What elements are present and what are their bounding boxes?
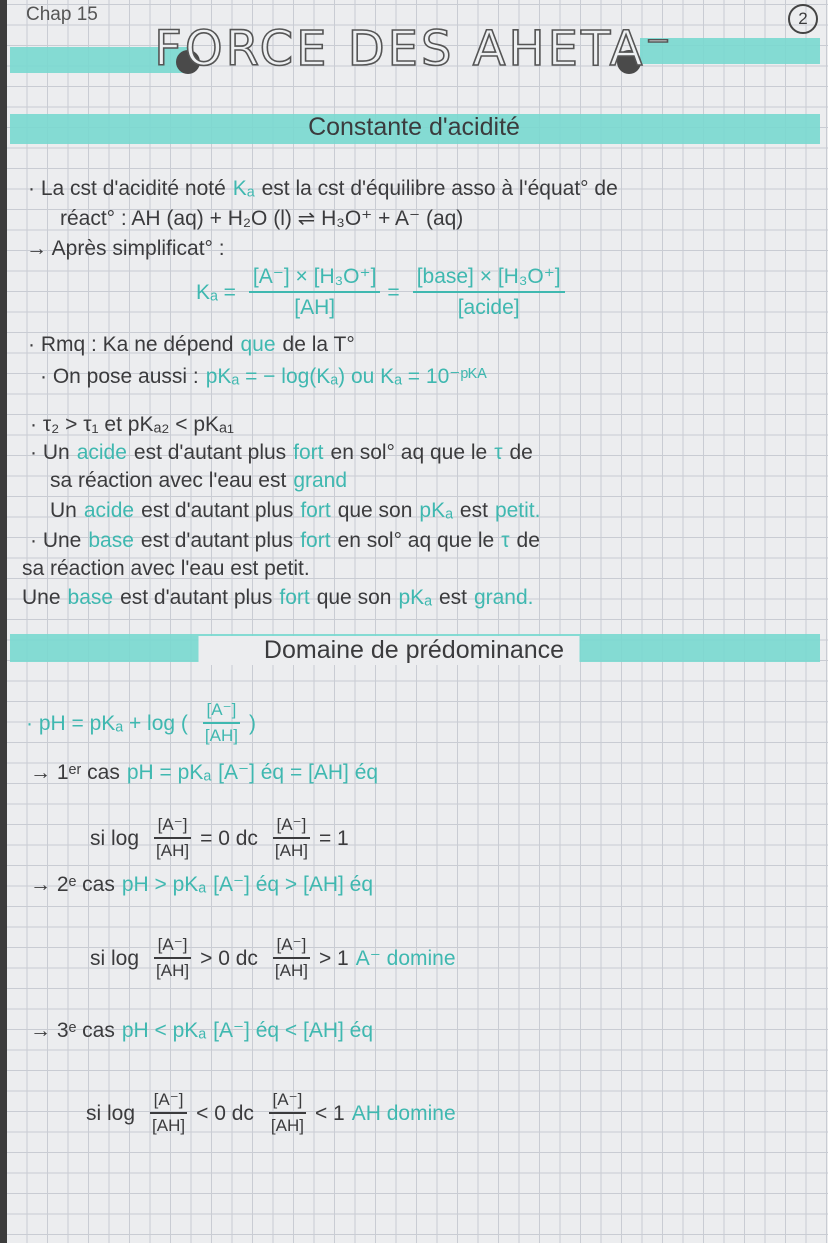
note-text: si log [90,826,140,850]
note-text: sa réaction avec l'eau est [50,469,287,492]
highlighted-text: fort [300,529,331,552]
note-text: → Après simplificat° : [26,237,225,260]
highlighted-text: base [67,586,114,609]
note-line [86,1090,463,1137]
highlighted-text: pH = pKₐ [126,761,212,784]
note-line [22,585,541,610]
highlighted-text: A⁻ domine [355,946,456,970]
note-line [30,528,547,553]
note-text: est d'autant plus [133,441,287,464]
note-line [40,364,494,389]
highlighted-text: fort [279,586,310,609]
denominator: [AH] [274,841,308,861]
fraction [413,264,565,320]
highlighted-text: = [387,280,400,304]
highlighted-text: pH < pKₐ [121,1019,207,1042]
chapter-label: Chap 15 [26,4,98,25]
highlighted-text: pH > pKₐ [121,873,207,896]
note-text: sa réaction avec l'eau est petit. [22,557,310,580]
note-line [60,206,470,231]
page-number: 2 [788,4,818,34]
highlighted-text: petit. [494,499,541,522]
note-line [50,498,547,523]
numerator: [A⁻] [273,935,311,959]
numerator: [A⁻] [203,700,241,724]
note-text: > 1 [318,946,349,970]
note-text: Une [22,586,61,609]
note-text: · Une [30,529,82,552]
note-text: est [459,499,488,522]
fraction [201,700,242,747]
note-line [30,412,241,437]
fraction [271,935,312,982]
highlighted-text: τ [501,529,510,552]
highlighted-text: AH domine [351,1101,456,1125]
note-text: → 2ᵉ cas [30,873,115,896]
denominator: [AH] [156,841,190,861]
fraction [148,1090,189,1137]
numerator: [A⁻] [273,815,311,839]
fraction [249,264,381,320]
denominator: [acide] [457,296,520,320]
numerator: [A⁻] [150,1090,188,1114]
highlighted-text: base [88,529,134,552]
section-heading: Constante d'acidité [308,113,520,141]
note-text: si log [86,1101,136,1125]
denominator: [AH] [156,961,190,981]
denominator: [AH] [152,1116,186,1136]
note-line [30,440,540,465]
note-line [196,264,572,320]
note-text: > 0 dc [200,946,258,970]
note-line [26,236,232,261]
fraction [267,1090,308,1137]
note-text: en sol° aq que le [337,529,495,552]
note-text: si log [90,946,140,970]
note-text: = 0 dc [200,826,258,850]
highlighted-text: pKₐ = − log(Kₐ) ou Kₐ = 10⁻ᵖᴷᴬ [205,365,487,388]
fraction [152,815,193,862]
numerator: [base] × [H₃O⁺] [413,264,565,293]
denominator: [AH] [270,1116,304,1136]
highlighted-text: Kₐ [232,177,255,200]
denominator: [AH] [294,296,336,320]
highlighted-text: · pH = pKₐ + log ( [26,711,188,735]
note-line [30,872,380,897]
highlighted-text: Kₐ = [196,280,236,304]
note-text: → 1ᵉʳ cas [30,761,120,784]
note-line [90,815,356,862]
note-line [22,556,317,581]
fraction [271,815,312,862]
highlighted-text: fort [300,499,331,522]
highlighted-text: τ [494,441,503,464]
highlighted-text: acide [76,441,127,464]
note-text: que son [316,586,392,609]
note-text: que son [337,499,413,522]
highlighted-text: [A⁻] éq = [AH] éq [218,761,379,784]
section-heading: Domaine de prédominance [0,636,828,665]
numerator: [A⁻] × [H₃O⁺] [249,264,381,293]
note-text: de la T° [282,333,355,356]
note-text: · Rmq : Ka ne dépend [28,333,234,356]
note-text: · La cst d'acidité noté [28,177,226,200]
highlighted-text: ) [248,711,256,735]
numerator: [A⁻] [269,1090,307,1114]
note-line [30,1018,380,1043]
note-line [90,935,463,982]
page-title: FORCE DES AHETA⁻ [154,21,674,77]
note-line [28,332,362,357]
note-text: est d'autant plus [120,586,273,609]
note-text: est [438,586,467,609]
highlighted-text: grand [293,469,348,492]
highlighted-text: pKₐ [398,586,432,609]
note-text: < 1 [314,1101,345,1125]
highlighted-text: acide [83,499,135,522]
note-text: est la cst d'équilibre asso à l'équat° de [261,177,618,200]
note-text: < 0 dc [196,1101,254,1125]
fraction [152,935,193,982]
note-text: est d'autant plus [140,529,294,552]
denominator: [AH] [204,726,238,746]
numerator: [A⁻] [154,935,192,959]
note-text: en sol° aq que le [330,441,488,464]
note-text: de [516,529,540,552]
highlighted-text: [A⁻] éq > [AH] éq [213,873,374,896]
notebook-edge [0,0,7,1243]
note-text: Un [50,499,77,522]
highlighted-text: [A⁻] éq < [AH] éq [213,1019,374,1042]
note-line [28,176,625,201]
highlighted-text: fort [293,441,324,464]
note-text: · Un [30,441,70,464]
denominator: [AH] [274,961,308,981]
note-text: est d'autant plus [141,499,294,522]
note-line [50,468,354,493]
note-text: de [509,441,533,464]
highlighted-text: que [240,333,276,356]
note-line [30,760,385,785]
highlighted-text: grand. [473,586,534,609]
note-text: = 1 [318,826,349,850]
note-text: réact° : AH (aq) + H₂O (l) ⇌ H₃O⁺ + A⁻ (aq) [60,207,464,230]
highlighted-text: pKₐ [419,499,453,522]
note-text: · τ₂ > τ₁ et pKₐ₂ < pKₐ₁ [30,413,234,436]
note-text: · On pose aussi : [40,365,199,388]
numerator: [A⁻] [154,815,192,839]
note-text: → 3ᵉ cas [30,1019,115,1042]
note-line [26,700,263,747]
